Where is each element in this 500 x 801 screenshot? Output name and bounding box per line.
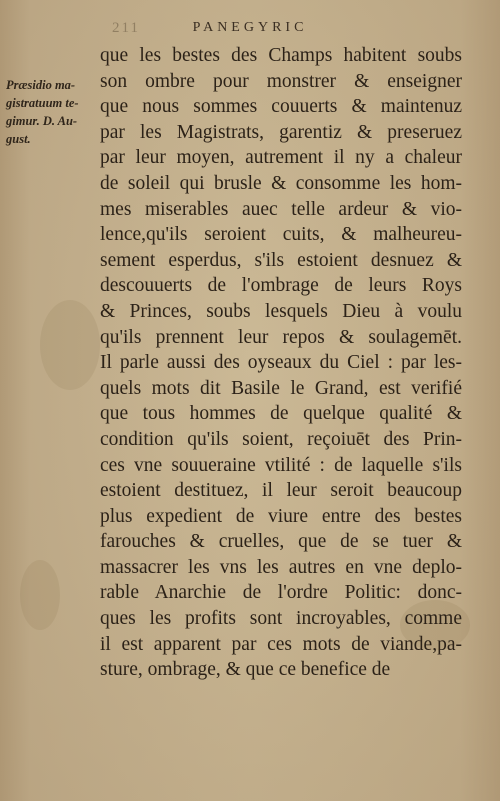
text-line: ques les profits sont incroyables, comme [100,608,462,630]
text-line: par les Magistrats, garentiz & preseruez [100,121,462,143]
text-line: condition qu'ils soient, reçoiuēt des Prin- [100,428,462,450]
text-line: sement esperdus, s'ils estoient desnuez & [100,249,462,271]
text-line: farouches & cruelles, que de se tuer & [100,531,462,553]
text-line: que tous hommes de quelque qualité & [100,403,462,425]
margin-note-line: gimur. D. Au- [6,114,78,128]
text-line: son ombre pour monstrer & enseigner [100,70,462,92]
margin-note [6,76,98,148]
text-line: estoient destituez, il leur seroit beaucoup [100,480,462,502]
text-line: plus expedient de viure entre des bestes [100,505,462,527]
text-line: massacrer les vns les autres en vne deplo- [100,556,462,578]
text-line: & Princes, soubs lesquels Dieu à voulu [100,300,462,322]
margin-note-line: Præsidio ma- [6,78,76,92]
text-line: rable Anarchie de l'ordre Politic: donc- [100,582,462,604]
text-line: quels mots dit Basile le Grand, est verifié [100,377,462,399]
paper-stain [40,300,100,390]
running-head: PANEGYRIC [192,20,308,35]
text-line: il est apparent par ces mots de viande,pa- [100,633,462,655]
body-text [100,43,462,683]
text-line: que les bestes des Champs habitent soubs [100,45,462,66]
text-line: ces vne souueraine vtilité : de laquelle s'ils [100,454,462,476]
text-line: que nous sommes couuerts & maintenuz [100,96,462,118]
text-line: mes miserables auec telle ardeur & vio- [100,198,462,220]
text-line: descouuerts de l'ombrage de leurs Roys [100,275,462,297]
text-line: lence,qu'ils seroient cuits, & malheureu- [100,224,462,246]
text-line: de soleil qui brusle & consomme les hom- [100,172,462,194]
margin-note-line: gistratuum te- [6,96,79,110]
text-line: sture, ombrage, & que ce benefice de [100,659,391,681]
text-line: qu'ils prennent leur repos & soulagemēt. [100,326,462,348]
paper-stain [20,560,60,630]
text-line: Il parle aussi des oyseaux du Ciel : par les- [100,352,462,374]
page-number: 211 [112,20,140,36]
text-line: par leur moyen, autrement il ny a chaleur [100,147,462,169]
margin-note-line: gust. [6,132,31,146]
